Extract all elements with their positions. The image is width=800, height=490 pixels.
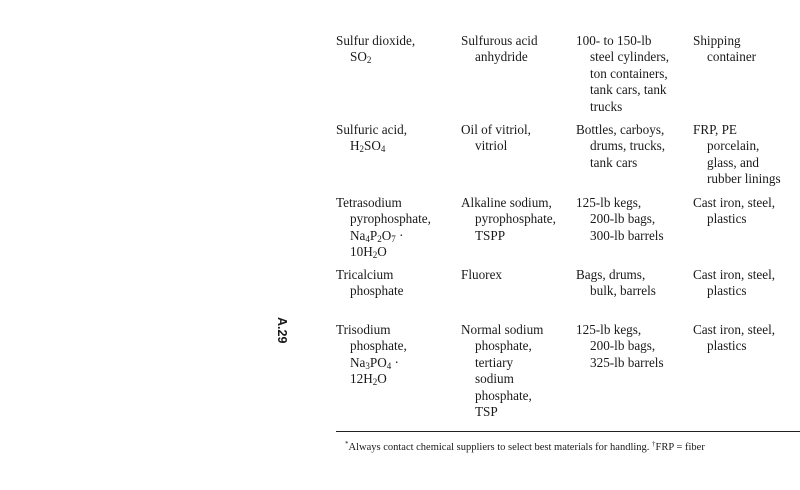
text-line: pyrophosphate, bbox=[475, 211, 556, 227]
text-line: vitriol bbox=[475, 138, 508, 154]
footnote-rule bbox=[336, 431, 800, 432]
text-line: plastics bbox=[707, 338, 747, 354]
text-line: phosphate, bbox=[475, 338, 532, 354]
text-line: Alkaline sodium, bbox=[461, 195, 552, 210]
chemical-formula: $H_2SO_4$ bbox=[350, 138, 386, 155]
text-line: Cast iron, steel, bbox=[693, 322, 776, 337]
text-line: anhydride bbox=[475, 49, 528, 65]
text-line: Bottles, carboys, bbox=[576, 122, 665, 137]
text-line: Sulfurous acid bbox=[461, 33, 538, 48]
page-number: A.29 bbox=[275, 317, 290, 344]
footnote bbox=[345, 440, 705, 456]
other-names-cell bbox=[461, 195, 573, 244]
other-names-cell bbox=[461, 322, 573, 420]
text-line: glass, and bbox=[707, 154, 760, 170]
materials-cell bbox=[693, 122, 800, 188]
text-line: tank cars bbox=[590, 154, 638, 170]
materials-cell bbox=[693, 33, 800, 66]
chemical-name-cont: pyrophosphate, bbox=[350, 211, 431, 227]
chemical-hydrate: $10H_2O$ bbox=[350, 244, 387, 261]
text-line: Fluorex bbox=[461, 267, 503, 282]
text-line: 300-lb barrels bbox=[590, 227, 664, 243]
chemical-cell bbox=[336, 33, 458, 66]
chemical-name: Trisodium bbox=[336, 322, 391, 337]
footnote-mark: * bbox=[345, 440, 349, 448]
chemical-cell bbox=[336, 195, 458, 261]
other-names-cell bbox=[461, 33, 573, 66]
text-line: plastics bbox=[707, 283, 747, 299]
text-line: Cast iron, steel, bbox=[693, 195, 776, 210]
text-line: phosphate, bbox=[475, 387, 532, 403]
text-line: bulk, barrels bbox=[590, 283, 656, 299]
chemical-cell bbox=[336, 267, 458, 300]
materials-cell bbox=[693, 195, 800, 228]
text-line: 200-lb bags, bbox=[590, 338, 656, 354]
materials-cell bbox=[693, 267, 800, 300]
other-names-cell bbox=[461, 122, 573, 155]
text-line: sodium bbox=[475, 371, 514, 387]
chemical-formula: $Na_4P_2O_7$ · bbox=[350, 227, 404, 244]
footnote-mark: † bbox=[652, 440, 656, 448]
chemical-formula: $SO_2$ bbox=[350, 49, 372, 66]
text-line: porcelain, bbox=[707, 138, 760, 154]
chemical-name-cont: phosphate bbox=[350, 283, 404, 299]
text-line: TSP bbox=[475, 404, 498, 420]
chemical-hydrate: $12H_2O$ bbox=[350, 371, 387, 388]
containers-cell bbox=[576, 322, 690, 371]
chemical-name: Tricalcium bbox=[336, 267, 394, 282]
text-line: 200-lb bags, bbox=[590, 211, 656, 227]
chemical-formula: $Na_3PO_4$ · bbox=[350, 354, 399, 371]
text-line: Cast iron, steel, bbox=[693, 267, 776, 282]
chemical-cell bbox=[336, 322, 458, 388]
text-line: 325-lb barrels bbox=[590, 354, 664, 370]
text-line: 125-lb kegs, bbox=[576, 195, 642, 210]
text-line: Oil of vitriol, bbox=[461, 122, 531, 137]
containers-cell bbox=[576, 122, 690, 171]
footnote-text: FRP = fiber bbox=[655, 442, 705, 453]
text-line: trucks bbox=[590, 98, 623, 114]
chemical-name: Sulfur dioxide, bbox=[336, 33, 416, 48]
containers-cell bbox=[576, 33, 690, 115]
text-line: container bbox=[707, 49, 757, 65]
text-line: steel cylinders, bbox=[590, 49, 670, 65]
text-line: FRP, PE bbox=[693, 122, 737, 137]
text-line: ton containers, bbox=[590, 65, 668, 81]
text-line: tertiary bbox=[475, 354, 514, 370]
chemical-name: Sulfuric acid, bbox=[336, 122, 408, 137]
text-line: Bags, drums, bbox=[576, 267, 646, 282]
text-line: drums, trucks, bbox=[590, 138, 666, 154]
text-line: 125-lb kegs, bbox=[576, 322, 642, 337]
chemical-name: Tetrasodium bbox=[336, 195, 402, 210]
chemical-name-cont: phosphate, bbox=[350, 338, 407, 354]
containers-cell bbox=[576, 195, 690, 244]
text-line: rubber linings bbox=[707, 171, 781, 187]
materials-cell bbox=[693, 322, 800, 355]
text-line: TSPP bbox=[475, 227, 506, 243]
text-line: Normal sodium bbox=[461, 322, 544, 337]
text-line: 100- to 150-lb bbox=[576, 33, 652, 48]
containers-cell bbox=[576, 267, 690, 300]
footnote-text: Always contact chemical suppliers to select best materials for handling. bbox=[348, 442, 653, 453]
chemical-cell bbox=[336, 122, 458, 155]
text-line: plastics bbox=[707, 211, 747, 227]
other-names-cell bbox=[461, 267, 573, 283]
text-line: Shipping bbox=[693, 33, 741, 48]
text-line: tank cars, tank bbox=[590, 82, 667, 98]
